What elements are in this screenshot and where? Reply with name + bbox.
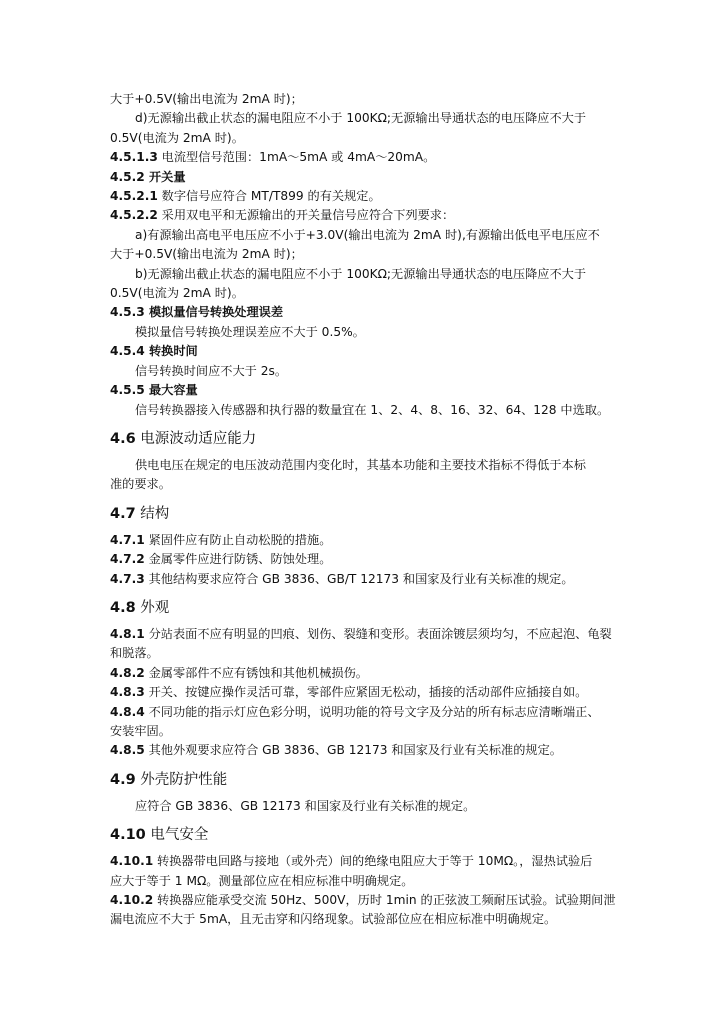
section-number: 4.9	[110, 771, 136, 788]
heading-title: 模拟量信号转换处理误差	[144, 305, 284, 320]
clause-text: 采用双电平和无源输出的开关量信号应符合下列要求：	[157, 208, 455, 223]
clause-number: 4.7.1	[110, 532, 145, 547]
clause-b-continuation: 0.5V(电流为 2mA 时)。	[110, 286, 244, 301]
clause-text: 转换器应能承受交流 50Hz、500V，历时 1min 的正弦波工频耐压试验。试验期间泄	[153, 893, 616, 907]
clause-4-5-4-body: 信号转换时间应不大于 2s。	[135, 363, 288, 378]
section-title: 外观	[135, 599, 170, 616]
section-4-6-body: 供电电压在规定的电压波动范围内变化时，其基本功能和主要技术指标不得低于本标	[135, 457, 586, 472]
heading-number: 4.5.3	[110, 305, 145, 320]
heading-4-5-5	[110, 381, 620, 400]
clause-number: 4.5.2.1	[110, 189, 158, 204]
clause-a-continuation: 大于+0.5V(输出电流为 2mA 时)；	[110, 247, 303, 262]
clause-4-5-1-3	[110, 148, 620, 167]
clause-4-8-2	[110, 664, 620, 683]
clause-4-5-2-2	[110, 206, 620, 225]
section-title: 外壳防护性能	[135, 771, 228, 788]
clause-4-8-4	[110, 703, 620, 722]
clause-text: 紧固件应有防止自动松脱的措施。	[144, 532, 332, 547]
clause-4-8-1-continuation: 和脱落。	[110, 646, 159, 661]
section-heading-4-10	[110, 825, 620, 845]
clause-text: 数字信号应符合 MT/T899 的有关规定。	[157, 189, 381, 204]
section-number: 4.6	[110, 430, 136, 447]
section-number: 4.8	[110, 599, 136, 616]
clause-4-5-3-body: 模拟量信号转换处理误差应不大于 0.5%。	[135, 324, 365, 339]
section-heading-4-9	[110, 770, 620, 790]
clause-number: 4.8.3	[110, 685, 145, 700]
clause-text: 金属零件应进行防锈、防蚀处理。	[144, 552, 332, 567]
clause-text: 其他外观要求应符合 GB 3836、GB 12173 和国家及行业有关标准的规定。	[144, 743, 562, 758]
section-title: 电源波动适应能力	[135, 430, 257, 447]
clause-4-7-1	[110, 531, 620, 550]
heading-number: 4.5.2	[110, 169, 145, 184]
clause-d-line: d)无源输出截止状态的漏电阻应不小于 100KΩ;无源输出导通状态的电压降应不大于	[135, 111, 587, 126]
clause-number: 4.8.5	[110, 743, 145, 758]
document-page	[110, 90, 620, 930]
clause-4-7-2	[110, 550, 620, 569]
clause-text: 转换器带电回路与接地（或外壳）间的绝缘电阻应大于等于 10MΩ。，湿热试验后	[153, 854, 593, 869]
clause-4-8-3	[110, 683, 620, 702]
clause-number: 4.10.1	[110, 854, 154, 869]
clause-4-5-2-1	[110, 187, 620, 206]
heading-4-5-3	[110, 303, 620, 322]
heading-4-5-2	[110, 168, 620, 187]
clause-text: 金属零部件不应有锈蚀和其他机械损伤。	[144, 665, 368, 680]
clause-number: 4.10.2	[110, 893, 154, 907]
clause-number: 4.7.3	[110, 571, 145, 586]
clause-text: 开关、按键应操作灵活可靠，零部件应紧固无松动，插接的活动部件应插接自如。	[144, 685, 588, 700]
clause-number: 4.7.2	[110, 552, 145, 567]
clause-4-8-4-continuation: 安装牢固。	[110, 723, 171, 738]
clause-text: 分站表面不应有明显的凹痕、划伤、裂缝和变形。表面涂镀层须均匀，不应起泡、龟裂	[144, 626, 612, 641]
clause-4-10-1	[110, 852, 620, 871]
continuation-line: 大于+0.5V(输出电流为 2mA 时)；	[110, 92, 303, 106]
heading-title: 开关量	[144, 169, 186, 184]
clause-number: 4.8.4	[110, 704, 145, 719]
clause-number: 4.8.2	[110, 665, 145, 680]
clause-4-10-1-continuation: 应大于等于 1 MΩ。测量部位应在相应标准中明确规定。	[110, 873, 414, 888]
clause-4-8-5	[110, 741, 620, 760]
heading-title: 转换时间	[144, 344, 198, 359]
heading-number: 4.5.4	[110, 344, 145, 359]
section-title: 电气安全	[145, 827, 209, 844]
clause-4-10-2	[110, 891, 620, 910]
clause-number: 4.5.1.3	[110, 150, 158, 165]
section-title: 结构	[135, 505, 170, 522]
clause-text: 其他结构要求应符合 GB 3836、GB/T 12173 和国家及行业有关标准的规定。	[144, 571, 574, 586]
section-4-9-body: 应符合 GB 3836、GB 12173 和国家及行业有关标准的规定。	[135, 798, 476, 813]
clause-number: 4.8.1	[110, 626, 145, 641]
section-4-6-body-continuation: 准的要求。	[110, 477, 171, 492]
heading-title: 最大容量	[144, 383, 198, 398]
section-heading-4-8	[110, 598, 620, 618]
heading-4-5-4	[110, 342, 620, 361]
clause-4-7-3	[110, 570, 620, 589]
clause-a-line: a)有源输出高电平电压应不小于+3.0V(输出电流为 2mA 时),有源输出低电平电压应不	[135, 227, 600, 242]
clause-text: 电流型信号范围：1mA～5mA 或 4mA～20mA。	[157, 150, 436, 165]
clause-d-continuation: 0.5V(电流为 2mA 时)。	[110, 130, 244, 145]
heading-number: 4.5.5	[110, 383, 145, 398]
clause-4-5-5-body: 信号转换器接入传感器和执行器的数量宜在 1、2、4、8、16、32、64、128 中选取。	[135, 402, 610, 417]
clause-text: 不同功能的指示灯应色彩分明，说明功能的符号文字及分站的所有标志应清晰端正、	[144, 704, 600, 719]
clause-b-line: b)无源输出截止状态的漏电阻应不小于 100KΩ;无源输出导通状态的电压降应不大于	[135, 266, 587, 281]
section-number: 4.10	[110, 827, 146, 844]
section-heading-4-6	[110, 429, 620, 449]
clause-4-10-2-continuation: 漏电流应不大于 5mA，且无击穿和闪络现象。试验部位应在相应标准中明确规定。	[110, 912, 557, 927]
clause-number: 4.5.2.2	[110, 208, 158, 223]
section-heading-4-7	[110, 504, 620, 524]
clause-4-8-1	[110, 625, 620, 644]
section-number: 4.7	[110, 505, 136, 522]
